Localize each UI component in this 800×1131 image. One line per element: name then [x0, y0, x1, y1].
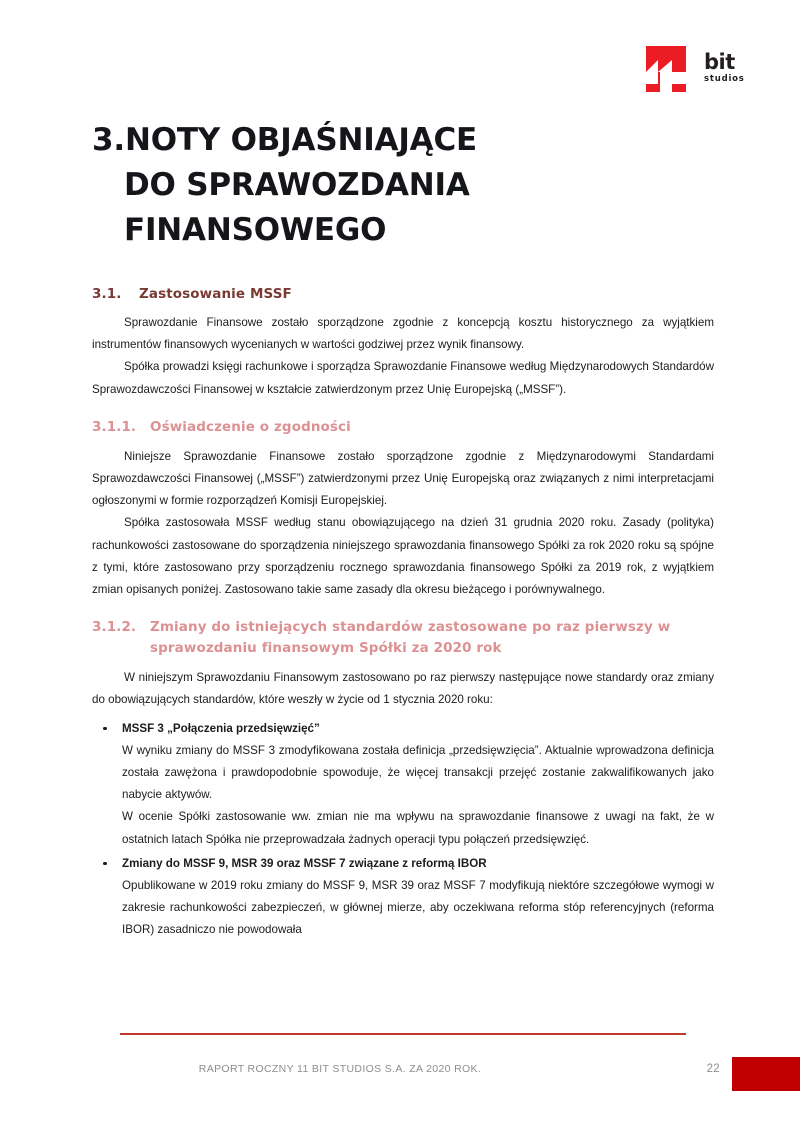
footer-accent-block — [732, 1057, 800, 1091]
logo-wordmark — [704, 52, 758, 84]
bullet-dot-icon — [103, 727, 107, 731]
eleven-bit-mark-icon — [646, 46, 700, 92]
section-title-3-1-2 — [150, 617, 714, 659]
logo-bit-text: bit — [704, 50, 735, 74]
section-title-3-1: Zastosowanie MSSF — [139, 286, 292, 302]
title-line-2: DO SPRAWOZDANIA — [124, 167, 470, 203]
section-title-3-1-2-line-1: Zmiany do istniejących standardów zastosowane po raz pierwszy — [150, 619, 653, 636]
paragraph-3-1-1-1: Niniejsze Sprawozdanie Finansowe zostało sporządzone zgodnie z Międzynarodowymi Standardami Sprawozdawczości Finansowej („MSSF”) zatwierdzonymi przez Unię Europejską oraz związanych z nimi interpretacjami ogłoszonymi w formie rozporządzeń Komisji Europejskiej. — [92, 449, 714, 508]
document-body — [92, 286, 714, 944]
paragraph-3-1-1-2: Spółka zastosowała MSSF według stanu obowiązującego na dzień 31 grudnia 2020 roku. Zasady (polityka) rachunkowości zastosowane do sporządzenia niniejszego sprawozdania finansowego Spółki za rok 2020 roku są spójne z tymi, które zastosowano przy sporządzeniu rocznego sprawozdania finansowego Spółki za 2019 rok, z wyjątkiem zmian opisanych poniżej. Zastosowano takie same zasady dla okresu bieżącego i porównywalnego. — [92, 516, 714, 597]
footer-divider — [120, 1033, 686, 1035]
paragraph-3-1-1: Sprawozdanie Finansowe zostało sporządzone zgodnie z koncepcją kosztu historycznego za wyjątkiem instrumentów finansowych wycenianych w wartości godziwej przez wynik finansowy. — [92, 316, 714, 352]
title-line-3: FINANSOWEGO — [124, 212, 387, 248]
list-item — [92, 718, 714, 851]
page-title — [92, 118, 612, 253]
logo-studios-text: studios — [704, 74, 745, 84]
list-item-title: MSSF 3 „Połączenia przedsięwzięć” — [122, 721, 320, 735]
page-number: 22 — [706, 1063, 720, 1075]
list-item-title: Zmiany do MSSF 9, MSR 39 oraz MSSF 7 związane z reformą IBOR — [122, 856, 487, 870]
paragraph-3-1-2: Spółka prowadzi księgi rachunkowe i sporządza Sprawozdanie Finansowe według Międzynarodowych Standardów Sprawozdawczości Finansowej w kształcie zatwierdzonym przez Unię Europejską („MSSF”). — [92, 360, 714, 396]
list-item — [92, 853, 714, 942]
section-heading-3-1-1 — [92, 417, 714, 438]
list-item-paragraph: W wyniku zmiany do MSSF 3 zmodyfikowana została definicja „przedsięwzięcia”. Aktualnie wprowadzona definicja została zawężona i prawdopodobnie spowoduje, że więcej transakcji przejęć zostanie zakwalifikowanych jako nabycie aktywów. — [122, 743, 714, 802]
standards-bullet-list — [92, 718, 714, 942]
list-item-paragraph: W ocenie Spółki zastosowanie ww. zmian nie ma wpływu na sprawozdanie finansowe z uwagi na fakt, że w ostatnich latach Spółka nie przeprowadzała żadnych operacji typu połączeń przedsięwzięć. — [122, 810, 714, 846]
title-line-1: 3.NOTY OBJAŚNIAJĄCE — [92, 122, 477, 158]
section-heading-3-1-2 — [92, 617, 714, 659]
section-title-3-1-1: Oświadczenie o zgodności — [150, 418, 351, 435]
paragraph-3-1-2-1: W niniejszym Sprawozdaniu Finansowym zastosowano po raz pierwszy następujące nowe standardy oraz zmiany do obowiązujących standardów, które weszły w życie od 1 stycznia 2020 roku: — [92, 671, 714, 707]
section-title-3-1-2-line-2: w sprawozdaniu finansowym Spółki za 2020 rok — [150, 619, 671, 657]
section-number-3-1-1: 3.1.1. — [92, 418, 137, 435]
section-number-3-1: 3.1. — [92, 286, 122, 302]
section-number-3-1-2: 3.1.2. — [92, 619, 137, 636]
bullet-dot-icon — [103, 862, 107, 866]
company-logo — [646, 46, 756, 102]
list-item-paragraph: Opublikowane w 2019 roku zmiany do MSSF 9, MSR 39 oraz MSSF 7 modyfikują niektóre szczegółowe wymogi w zakresie rachunkowości zabezpieczeń, w głównej mierze, aby oczekiwana reforma stóp referencyjnych (reforma IBOR) zasadniczo nie powodowała — [122, 879, 714, 937]
section-heading-3-1 — [92, 286, 714, 302]
footer-label: RAPORT ROCZNY 11 BIT STUDIOS S.A. ZA 2020 ROK. — [198, 1063, 482, 1075]
